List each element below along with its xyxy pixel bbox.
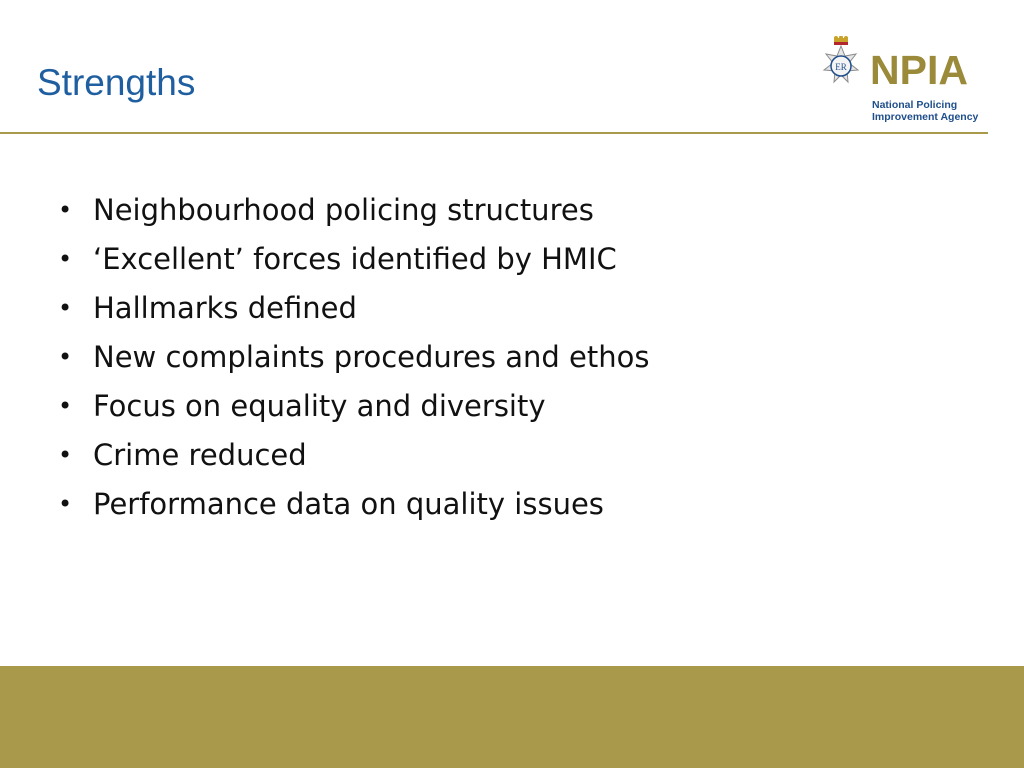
badge-text: ER: [835, 62, 847, 72]
slide-title: Strengths: [37, 62, 196, 103]
bullet-icon: •: [58, 490, 73, 518]
list-item-text: Neighbourhood policing structures: [93, 193, 594, 227]
list-item-text: Crime reduced: [93, 438, 307, 472]
list-item: [54, 333, 649, 382]
bullet-icon: •: [58, 441, 73, 469]
list-item-text: Performance data on quality issues: [93, 487, 604, 521]
list-item: [54, 235, 649, 284]
list-item: [54, 284, 649, 333]
bullet-icon: •: [58, 294, 73, 322]
logo-subtitle-line1: National Policing: [872, 99, 958, 111]
list-item: [54, 480, 649, 529]
bullet-icon: •: [58, 196, 73, 224]
bullet-list: [54, 186, 649, 529]
list-item: [54, 186, 649, 235]
bullet-icon: •: [58, 245, 73, 273]
list-item: [54, 431, 649, 480]
police-crest-icon: [814, 36, 868, 100]
list-item-text: ‘Excellent’ forces identified by HMIC: [93, 242, 617, 276]
list-item-text: New complaints procedures and ethos: [93, 340, 650, 374]
list-item-text: Focus on equality and diversity: [93, 389, 546, 423]
list-item-text: Hallmarks defined: [93, 291, 357, 325]
logo-wordmark: NPIA: [870, 47, 968, 93]
bullet-icon: •: [58, 343, 73, 371]
logo-subtitle-line2: Improvement Agency: [872, 111, 979, 123]
bullet-icon: •: [58, 392, 73, 420]
list-item: [54, 382, 649, 431]
title-divider: [0, 132, 988, 134]
footer-band: [0, 666, 1024, 768]
logo-subtitle: [872, 99, 992, 123]
npia-logo: [814, 36, 990, 128]
